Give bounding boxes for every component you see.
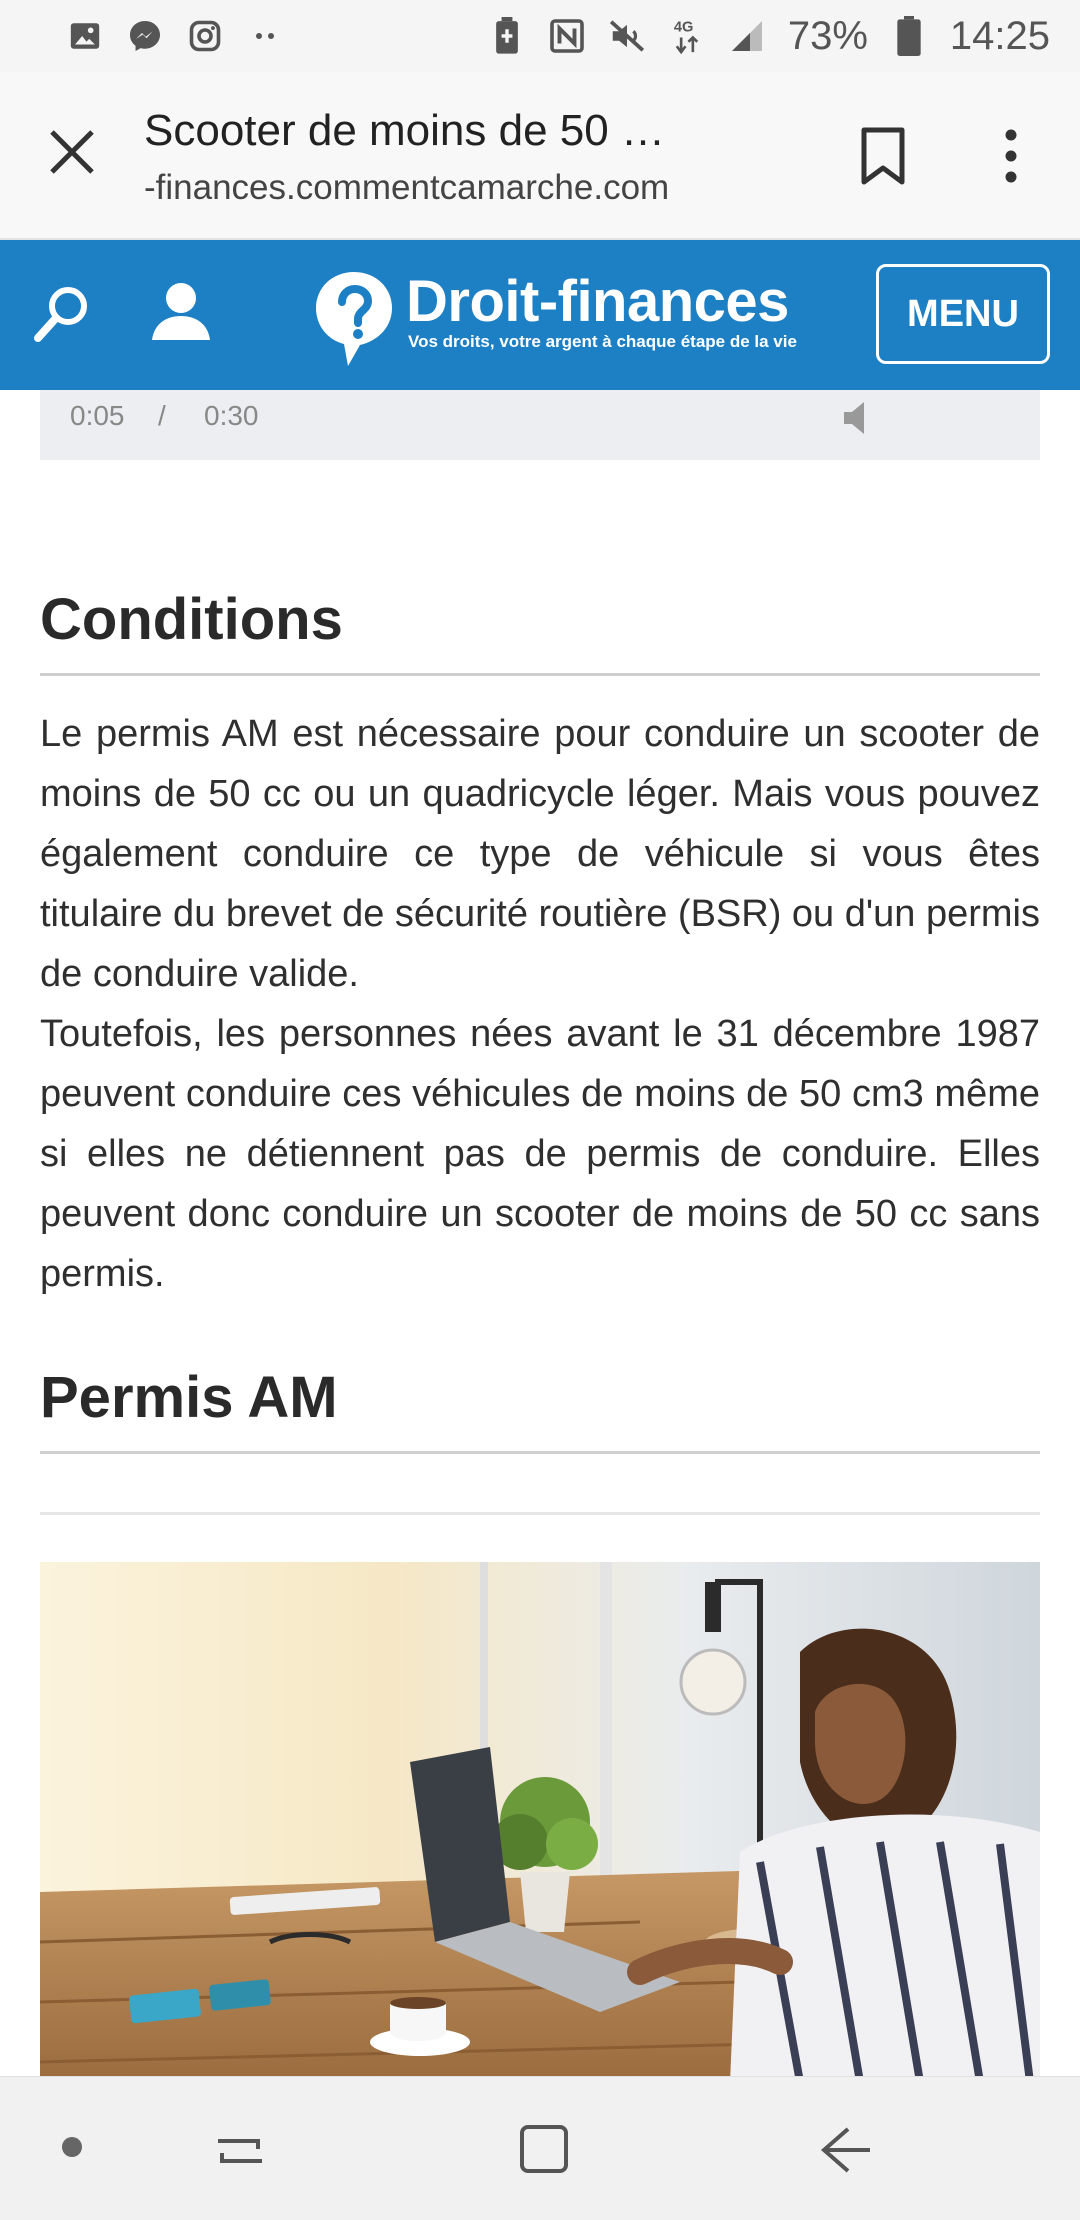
mute-icon	[608, 17, 646, 55]
bookmark-icon	[858, 126, 908, 186]
battery-saver-icon	[488, 17, 526, 55]
audio-player[interactable]	[40, 390, 1040, 460]
divider	[40, 1512, 1040, 1515]
browser-toolbar	[0, 72, 1080, 240]
recent-apps-button[interactable]	[212, 2123, 268, 2179]
article-photo	[40, 1562, 1040, 2082]
instagram-icon	[186, 17, 224, 55]
back-icon	[818, 2121, 876, 2179]
nfc-icon	[548, 17, 586, 55]
system-nav-bar	[0, 2076, 1080, 2220]
battery-icon	[890, 17, 928, 55]
url-text[interactable]: -finances.commentcamarche.com	[144, 168, 670, 207]
home-button[interactable]	[514, 2119, 574, 2179]
signal-icon	[728, 17, 766, 55]
menu-button[interactable]: MENU	[876, 264, 1050, 364]
heading-permis-am: Permis AM	[40, 1364, 1040, 1454]
logo-title: Droit-finances	[406, 269, 789, 334]
site-header	[0, 240, 1080, 390]
audio-current-time: 0:05	[70, 400, 125, 431]
paragraph-conditions-1: Le permis AM est nécessaire pour conduire un scooter de moins de 50 cc ou un quadricycle léger. Mais vous pouvez également conduire ce type de véhicule si vous êtes titulaire du brevet de sécurité routière (BSR) ou d'un permis de conduire valide.	[40, 713, 1040, 995]
logo-tagline: Vos droits, votre argent à chaque étape de la vie	[408, 332, 797, 351]
back-button[interactable]	[818, 2121, 876, 2179]
tab-title: Scooter de moins de 50 …	[144, 106, 665, 155]
4g-icon	[668, 17, 706, 55]
home-icon	[514, 2119, 574, 2179]
account-button[interactable]	[148, 278, 214, 344]
site-logo[interactable]	[312, 268, 797, 368]
status-right	[488, 14, 1050, 59]
status-bar	[0, 0, 1080, 72]
logo-question-icon	[312, 268, 396, 368]
bookmark-button[interactable]	[858, 126, 908, 186]
paragraph-conditions-2: Toutefois, les personnes nées avant le 31 décembre 1987 peuvent conduire ces véhicules de moins de 50 cm3 même si elles ne détiennent pas de permis de conduire. Elles peuvent donc conduire un scooter de moins de 50 cc sans permis.	[40, 1013, 1040, 1295]
more-vert-icon	[990, 126, 1032, 186]
svg-text:4G: 4G	[673, 19, 694, 36]
nav-dot[interactable]	[62, 2137, 82, 2157]
site-search-button[interactable]	[30, 280, 96, 346]
user-icon	[148, 278, 214, 344]
gallery-icon	[66, 17, 104, 55]
volume-icon[interactable]	[840, 398, 880, 438]
audio-time-separator: /	[158, 400, 166, 431]
clock: 14:25	[949, 13, 1050, 58]
messenger-icon	[126, 17, 164, 55]
recent-apps-icon	[212, 2123, 268, 2179]
more-options-button[interactable]	[990, 126, 1032, 186]
audio-duration: 0:30	[204, 400, 259, 431]
search-icon	[30, 280, 96, 346]
close-tab-button[interactable]	[42, 122, 102, 182]
status-left	[66, 17, 284, 55]
battery-percent: 73%	[787, 13, 868, 58]
more-dots-icon	[246, 17, 284, 55]
close-icon	[42, 122, 102, 182]
heading-conditions: Conditions	[40, 586, 1040, 676]
